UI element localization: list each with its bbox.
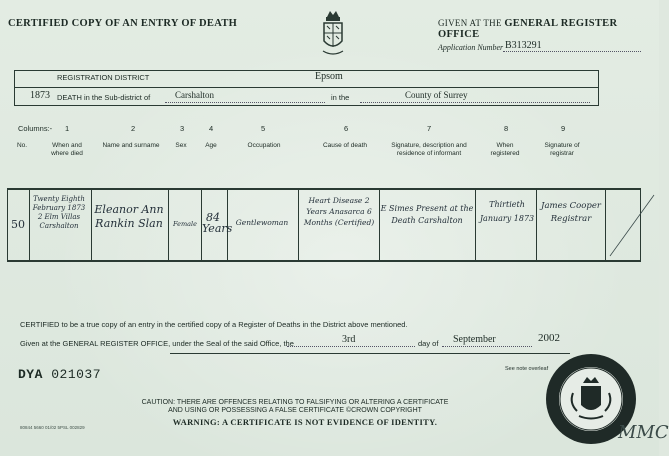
column-number-4: 4 — [209, 124, 214, 133]
column-divider — [475, 190, 476, 260]
application-number-label: Application Number — [438, 43, 504, 52]
registration-year: 1873 — [30, 90, 50, 101]
county-dotted-line — [360, 102, 590, 103]
certificate-day: 3rd — [342, 334, 356, 345]
column-header-registrar: Signature of registrar — [544, 142, 580, 157]
column-header-informant: Signature, description and residence of informant — [391, 142, 467, 157]
column-divider — [536, 190, 537, 260]
given-statement: Given at the GENERAL REGISTER OFFICE, under the Seal of the said Office, the — [20, 339, 294, 348]
column-header-when-where: When and where died — [51, 142, 83, 157]
column-number-8: 8 — [504, 124, 509, 133]
caution-line-1: CAUTION: THERE ARE OFFENCES RELATING TO FALSIFYING OR ALTERING A CERTIFICATE — [141, 399, 449, 406]
column-header-age: Age — [205, 142, 217, 149]
serial-number: 021037 — [51, 367, 102, 382]
entry-registrar: James Cooper Registrar — [541, 201, 601, 224]
signature-rule — [170, 353, 570, 354]
column-header-when-registered: When registered — [490, 142, 520, 157]
subdistrict-label: DEATH in the Sub-district of — [57, 93, 151, 102]
county-label: in the — [331, 93, 350, 102]
certificate-year: 2002 — [538, 332, 560, 344]
column-header-name: Name and surname — [102, 142, 160, 149]
column-number-2: 2 — [131, 124, 136, 133]
entry-occupation: Gentlewoman — [235, 218, 289, 227]
entry-informant: E Simes Present at the Death Carshalton — [380, 204, 474, 225]
serial-prefix: DYA — [18, 367, 43, 382]
columns-label: Columns:- — [18, 124, 53, 133]
identity-warning: WARNING: A CERTIFICATE IS NOT EVIDENCE OF IDENTITY. — [172, 417, 438, 427]
application-number-line — [503, 51, 641, 52]
day-of-label: day of — [418, 339, 439, 348]
column-number-7: 7 — [427, 124, 432, 133]
issuing-office-prefix: GIVEN AT THE — [438, 18, 502, 28]
entry-when-where-died: Twenty Eighth February 1873 2 Elm Villas Carshalton — [32, 195, 86, 230]
handwritten-initials: MMC — [618, 422, 669, 443]
registration-district-label: REGISTRATION DISTRICT — [57, 73, 150, 82]
column-number-1: 1 — [65, 124, 70, 133]
column-number-3: 3 — [180, 124, 185, 133]
entry-strike-line — [606, 190, 658, 260]
certified-statement: CERTIFIED to be a true copy of an entry in the certified copy of a Register of Deaths in the District above mentioned. — [20, 320, 408, 329]
entry-sex: Female — [173, 220, 197, 228]
column-number-5: 5 — [261, 124, 266, 133]
entry-name: Eleanor Ann Rankin Slan — [94, 203, 164, 230]
certificate-serial — [18, 367, 101, 382]
column-number-9: 9 — [561, 124, 566, 133]
column-divider — [91, 190, 92, 260]
caution-line-2: AND USING OR POSSESSING A FALSE CERTIFICATE ©CROWN COPYRIGHT — [168, 407, 422, 414]
subdistrict-dotted-line — [165, 102, 325, 103]
entry-number: 50 — [11, 218, 25, 231]
issuing-office-header — [438, 18, 659, 40]
column-number-6: 6 — [344, 124, 349, 133]
column-header-sex: Sex — [175, 142, 187, 149]
column-header-occupation: Occupation — [247, 142, 281, 149]
application-number: B313291 — [505, 40, 542, 51]
column-header-no: No. — [16, 142, 28, 149]
month-dotted-line — [442, 346, 532, 347]
county-value: County of Surrey — [405, 90, 468, 100]
certificate-title: CERTIFIED COPY OF AN ENTRY OF DEATH — [8, 18, 238, 29]
registration-district-value: Epsom — [315, 71, 343, 82]
entry-cause-of-death: Heart Disease 2 Years Anasarca 6 Months (Certified) — [303, 196, 375, 227]
entry-age: 84 Years — [202, 211, 233, 235]
subdistrict-value: Carshalton — [175, 90, 214, 100]
certificate-month: September — [453, 334, 496, 345]
royal-crest-icon — [318, 7, 348, 59]
caution-notice — [130, 399, 460, 415]
column-header-cause: Cause of death — [322, 142, 368, 149]
day-dotted-line — [287, 346, 415, 347]
issuing-office-name: GENERAL REGISTER OFFICE — [438, 18, 618, 40]
see-note-overleaf: See note overleaf — [505, 366, 549, 372]
entry-when-registered: Thirtieth January 1873 — [479, 200, 535, 223]
print-code: 80844 5660 01/02 5PSL 002829 — [20, 425, 85, 430]
